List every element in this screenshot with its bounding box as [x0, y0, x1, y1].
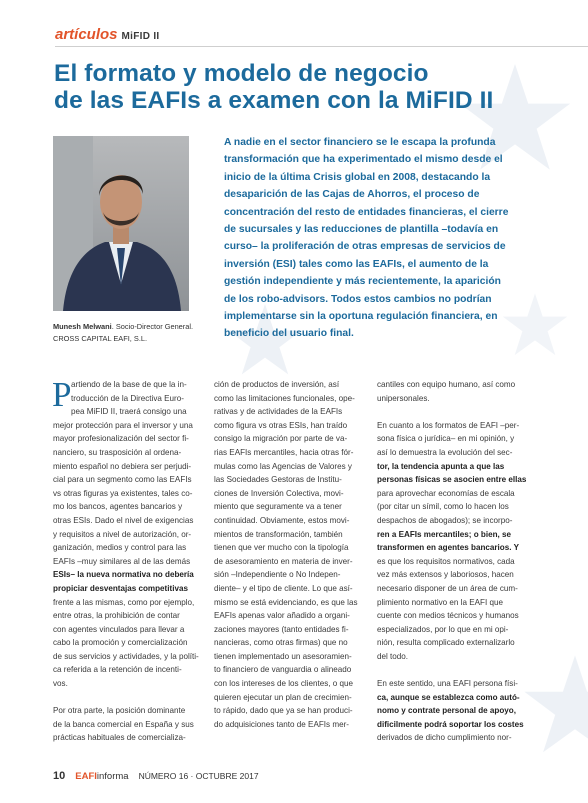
magazine-name-b: informa: [96, 771, 129, 782]
body-line: troducción de la Directiva Euro-: [71, 393, 184, 403]
body-column-2: [214, 378, 358, 731]
body-line: de asesoramiento en materia de inver-: [214, 556, 353, 566]
body-line: (por citar un símil, como lo hacen los: [377, 502, 509, 512]
caption-name: Munesh Melwani: [53, 322, 112, 331]
photo-caption: [53, 321, 233, 345]
drop-cap: P: [52, 375, 72, 414]
body-line: cuente con medios técnicos y humanos: [377, 611, 519, 621]
body-line-bold: dificilmente podrá soportar los costes: [377, 719, 524, 729]
lead-line: transformación que ha experimentado el mismo desde el: [224, 154, 503, 166]
body-line: cial para un segmento como las EAFIs: [53, 475, 192, 485]
lead-line: inversión (ESI) tales como las EAFIs, el aumento de la: [224, 258, 489, 270]
magazine-name: [75, 771, 128, 782]
title-line: El formato y modelo de negocio: [54, 60, 429, 87]
lead-line: inicio de la última Crisis global en 2008, destacando la: [224, 171, 491, 183]
article-title: [54, 60, 574, 114]
body-line: to financiero de vanguardia o alineado: [214, 665, 352, 675]
lead-paragraph: [224, 134, 534, 343]
body-line: mismo se está evidenciando, es que las: [214, 597, 358, 607]
body-line-bold: ca, aunque se establezca como autó-: [377, 692, 520, 702]
caption-company: CROSS CAPITAL EAFI, S.L.: [53, 334, 148, 343]
body-line: nanciero, su trasposición al ordena-: [53, 447, 182, 457]
section-label: artículos: [55, 26, 118, 43]
body-line: pea MiFID II, traerá consigo una: [71, 407, 187, 417]
body-line: tienen que ver mucho con la tipología: [214, 543, 349, 553]
body-line: derivados de dicho cumplimiento nor-: [377, 733, 512, 743]
body-line: necesario disponer de un área de cum-: [377, 583, 518, 593]
body-line: EAFIs –muy similares al de las demás: [53, 556, 191, 566]
body-line: ganización, medios y control para las: [53, 543, 187, 553]
body-column-3: [377, 378, 527, 745]
body-line: rativas y de actividades de la EAFIs: [214, 407, 343, 417]
body-line: de la banca comercial en España y sus: [53, 719, 194, 729]
lead-line: A nadie en el sector financiero se le escapa la profunda: [224, 137, 496, 148]
body-line: mulas como las Agencias de Valores y: [214, 461, 352, 471]
magazine-name-a: EAFI: [75, 771, 97, 782]
page-number: 10: [53, 770, 66, 782]
body-line: con agentes vinculados para llevar a: [53, 624, 185, 634]
body-line: En cuanto a los formatos de EAFI –per-: [377, 420, 520, 430]
body-line: despachos de abogados); se incorpo-: [377, 515, 513, 525]
body-line: mientos de transformación, también: [214, 529, 343, 539]
body-line: En este sentido, una EAFI persona físi-: [377, 679, 518, 689]
body-line: to rápido, dado que ya se han produci-: [214, 706, 353, 716]
paragraph-gap: [377, 405, 517, 419]
body-line: ca referida a la retención de incenti-: [53, 665, 182, 675]
body-line: quieren ejecutar un plan de crecimien-: [214, 692, 352, 702]
body-line: EAFIs apenas valor añadido a organi-: [214, 611, 350, 621]
body-line: las Sociedades Gestoras de Institu-: [214, 475, 342, 485]
issue-info: NÚMERO 16 · OCTUBRE 2017: [138, 771, 259, 781]
body-line-bold: personas físicas se asocien entre ellas: [377, 475, 527, 485]
body-line-bold: transformen en agentes bancarios. Y: [377, 543, 519, 553]
body-line: de sus servicios y actividades, y la políti-: [53, 651, 199, 661]
body-line: prácticas habituales de comercializa-: [53, 733, 186, 743]
body-line: entre otras, la prohibición de contar: [53, 611, 180, 621]
lead-line: implementarse sin la oportuna regulación financiera, en: [224, 311, 498, 323]
lead-line: gestión independiente y más recientemente, la aparición: [224, 276, 501, 288]
body-line: artiendo de la base de que la in-: [71, 380, 187, 389]
page-footer: [53, 770, 453, 784]
paragraph-gap: [53, 691, 193, 705]
background-star-icon: [520, 650, 588, 760]
body-line: como figura vs otras ESIs, han traído: [214, 420, 348, 430]
body-line-bold: propiciar desventajas competitivas: [53, 583, 188, 593]
body-line: especializados, por lo que en mi opi-: [377, 624, 509, 634]
body-line: nión, resulta complicado externalizarlo: [377, 638, 515, 648]
lead-line: concentración del resto de entidades financieras, el cierre: [224, 206, 509, 218]
body-line: vos.: [53, 679, 68, 689]
title-line: de las EAFIs a examen con la MiFID II: [54, 87, 494, 114]
body-line: otras ESIs. Dado el nivel de exigencias: [53, 515, 194, 525]
section-header: [55, 26, 565, 48]
body-line: miento español no debiera ser perjudi-: [53, 461, 192, 471]
body-line: continuidad. Obviamente, estos movi-: [214, 515, 350, 525]
body-line: vez más extensos y laboriosos, hacen: [377, 570, 514, 580]
author-photo: [53, 136, 189, 311]
lead-line: de los robo-advisors. Todos estos cambios no podrían: [224, 293, 492, 305]
body-line: mo los bancos, agentes bancarios y: [53, 502, 183, 512]
body-line: cantiles con equipo humano, así como: [377, 380, 516, 389]
body-column-1: [53, 378, 199, 745]
caption-role: . Socio-Director General.: [111, 322, 194, 331]
subsection-label: MiFID II: [121, 31, 160, 42]
body-line: zaciones mayores (tanto entidades fi-: [214, 624, 349, 634]
body-line: cabo la promoción y comercialización: [53, 638, 188, 648]
lead-line: desaparición de las Cajas de Ahorros, el proceso de: [224, 189, 480, 201]
body-line: ciones de Inversión Colectiva, movi-: [214, 488, 344, 498]
body-line: para aprovechar economías de escala: [377, 488, 515, 498]
body-line: frente a las mismas, como por ejemplo,: [53, 597, 195, 607]
body-line: ción de productos de inversión, así: [214, 380, 340, 389]
body-line: vs otras figuras ya existentes, tales co-: [53, 488, 193, 498]
lead-line: beneficio del usuario final.: [224, 328, 354, 340]
body-line: do adquisiciones tanto de EAFIs mer-: [214, 719, 349, 729]
body-line: Por otra parte, la posición dominante: [53, 706, 186, 716]
body-line: sión –Independiente o No Indepen-: [214, 570, 341, 580]
body-line: tienen implementado un asesoramien-: [214, 651, 352, 661]
body-line: del todo.: [377, 651, 409, 661]
body-line-bold: ren a EAFIs mercantiles; o bien, se: [377, 529, 512, 539]
lead-line: curso– la proliferación de otras empresas de servicios de: [224, 241, 506, 253]
body-line: así lo demuestra la evolución del sec-: [377, 447, 513, 457]
body-line: miento que seguramente va a tener: [214, 502, 342, 512]
body-line-bold: ESIs– la nueva normativa no debería: [53, 570, 194, 580]
body-line: unipersonales.: [377, 393, 430, 403]
paragraph-gap: [377, 663, 517, 677]
body-line: rias EAFIs mercantiles, hacia otras fór-: [214, 447, 354, 457]
body-line: consigo la migración por parte de va-: [214, 434, 348, 444]
body-line: mayor profesionalización del sector fi-: [53, 434, 189, 444]
body-line: sona física o jurídica– en mi opinión, y: [377, 434, 515, 444]
body-line-bold: tor, la tendencia apunta a que las: [377, 461, 505, 471]
body-line: diente– y el tipo de cliente. Lo que así-: [214, 583, 353, 593]
body-line: como las limitaciones funcionales, ope-: [214, 393, 355, 403]
lead-line: de sucursales y las reducciones de plantilla –todavía en: [224, 224, 499, 236]
body-line-bold: nomo y contrate personal de apoyo,: [377, 706, 516, 716]
body-line: con los intereses de los clientes, o que: [214, 679, 354, 689]
body-line: y requisitos a nivel de autorización, or-: [53, 529, 192, 539]
body-line: nancieras, como otras firmas) que no: [214, 638, 348, 648]
header-divider: [55, 46, 588, 47]
body-line: es que los requisitos normativos, cada: [377, 556, 515, 566]
body-line: mejor protección para el inversor y una: [53, 420, 193, 430]
body-line: plimiento normativo en la EAFI que: [377, 597, 503, 607]
